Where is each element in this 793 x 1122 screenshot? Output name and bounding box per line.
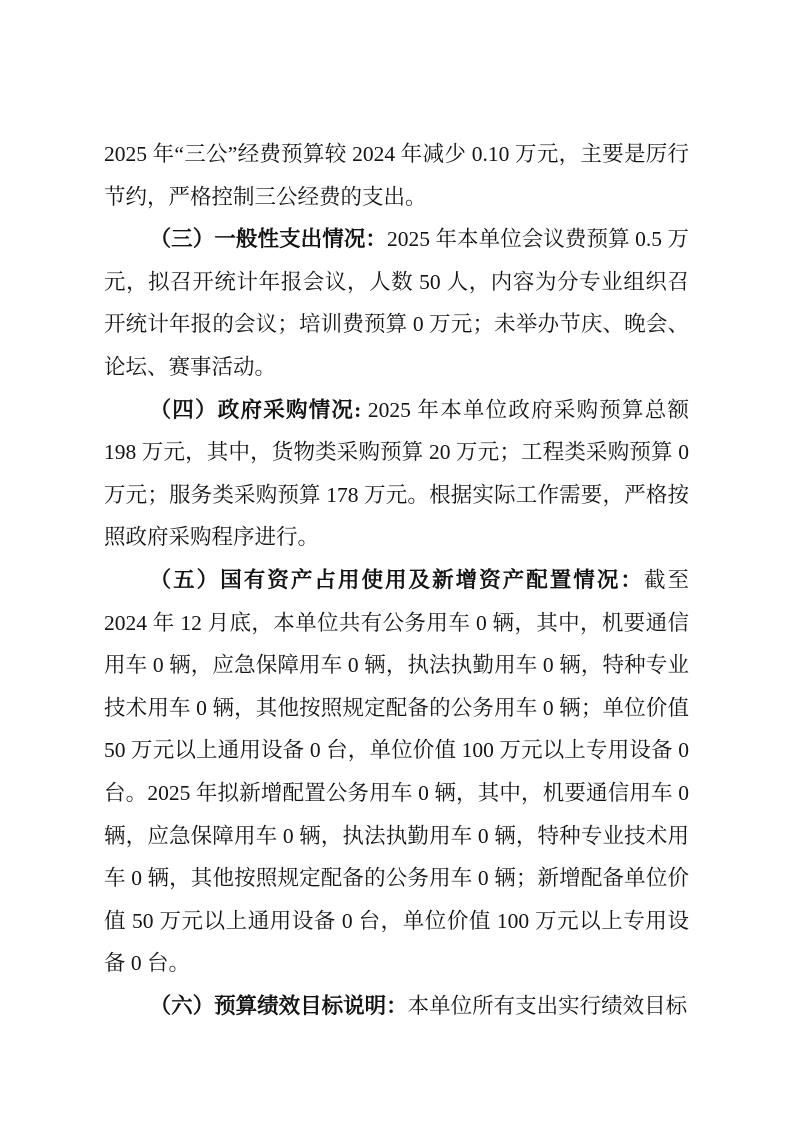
section-heading: （六）预算绩效目标说明： <box>149 993 408 1018</box>
paragraph-text: 2025 年本单位会议费预算 0.5 万元，拟召开统计年报会议，人数 50 人，内容为分专业组织召开统计年报的会议；培训费预算 0 万元；未举办节庆、晚会、论坛、赛事活动。 <box>104 227 689 379</box>
section-heading: （五）国有资产占用使用及新增资产配置情况： <box>149 567 644 592</box>
paragraph-general-expenditure <box>104 218 689 388</box>
paragraph-state-assets <box>104 559 689 985</box>
section-heading: （四）政府采购情况: <box>149 397 362 422</box>
section-heading: （三）一般性支出情况： <box>149 227 387 252</box>
paragraph-government-procurement <box>104 389 689 559</box>
paragraph-text: 本单位所有支出实行绩效目标 <box>407 993 688 1018</box>
paragraph-text: 截至 2024 年 12 月底，本单位共有公务用车 0 辆，其中，机要通信用车 0 辆，应急保障用车 0 辆，执法执勤用车 0 辆，特种专业技术用车 0 辆，其他按照规定配备的公务用车 0 辆；单位价值 50 万元以上通用设备 0 台，单位价值 100 万元以上专用设备 0 台。2025 年拟新增配置公务用车 0 辆，其中，机要通信用车 0 辆，应急保障用车 0 辆，执法执勤用车 0 辆，特种专业技术用车 0 辆，其他按照规定配备的公务用车 0 辆；新增配备单位价值 50 万元以上通用设备 0 台，单位价值 100 万元以上专用设备 0 台。 <box>104 567 689 976</box>
document-content <box>104 133 689 1027</box>
paragraph-text: 2025 年“三公”经费预算较 2024 年减少 0.10 万元，主要是厉行节约，严格控制三公经费的支出。 <box>104 142 689 209</box>
paragraph-text: 2025 年本单位政府采购预算总额 198 万元，其中，货物类采购预算 20 万元；工程类采购预算 0 万元；服务类采购预算 178 万元。根据实际工作需要，严格按照政府采购程序进行。 <box>104 397 689 550</box>
paragraph-performance-targets <box>104 985 689 1028</box>
paragraph-three-public-funds <box>104 133 689 218</box>
